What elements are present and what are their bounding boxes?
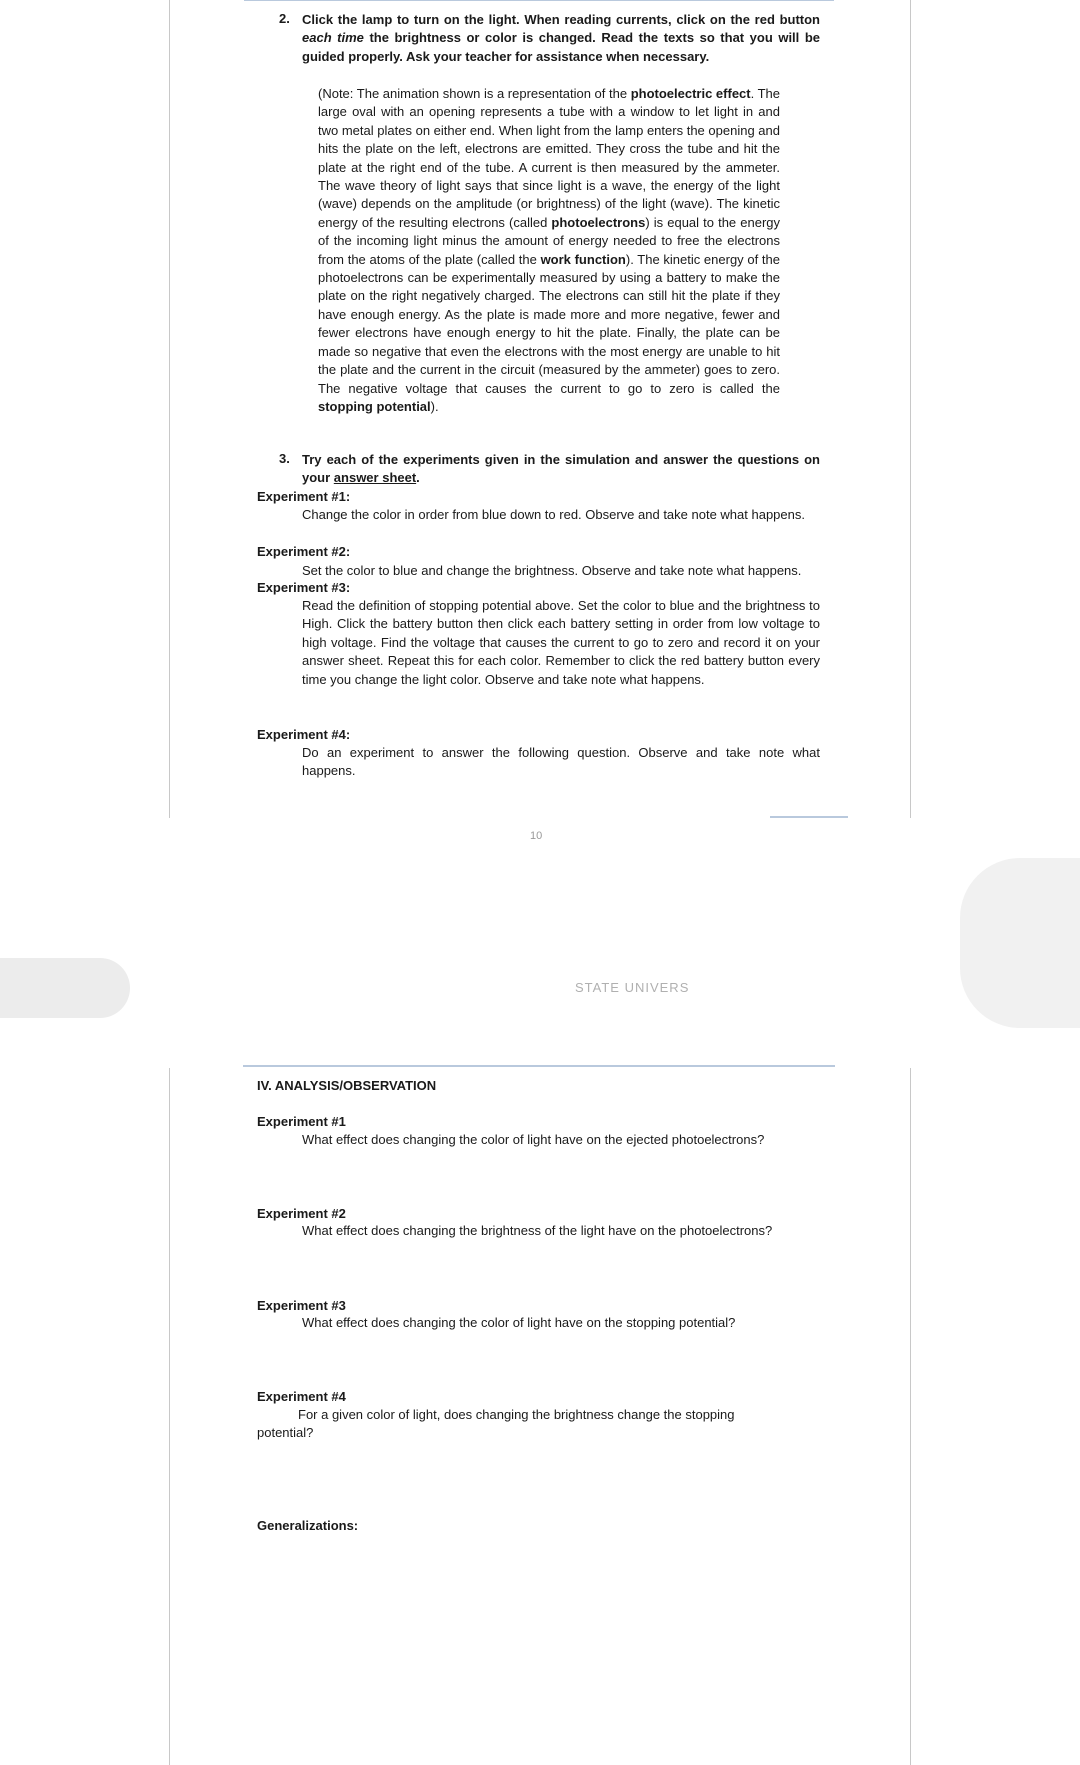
item-2-text-a: Click the lamp to turn on the light. When reading currents, click on the red button	[302, 12, 820, 27]
note-text-3: ) is equal to the energy of the incoming light minus the amount of energy needed to free the electrons from the atoms of the plate (called the	[318, 214, 780, 267]
analysis-experiment-3-heading: Experiment #3	[257, 1298, 346, 1313]
item-2-text-italic: each time	[302, 30, 364, 46]
analysis-experiment-1-question: What effect does changing the color of light have on the ejected photoelectrons?	[302, 1132, 765, 1147]
note-text-1: (Note: The animation shown is a representation of the	[318, 86, 631, 101]
item-2-number: 2.	[279, 11, 290, 26]
note-text-5: ).	[430, 398, 439, 414]
experiment-2-text: Set the color to blue and change the brightness. Observe and take note what happens.	[302, 563, 802, 578]
experiment-2-heading: Experiment #2:	[257, 544, 351, 559]
answer-sheet-link[interactable]: answer sheet	[333, 470, 417, 486]
analysis-experiment-2-heading: Experiment #2	[257, 1206, 346, 1221]
footer-university-watermark: STATE UNIVERS	[575, 980, 690, 995]
note-text-4: ). The kinetic energy of the photoelectrons can be experimentally measured by using a battery to make the plate on the right negatively charged. The electrons can still hit the plate if they have enough energy. As the plate is made more and more negative, fewer and fewer electrons have enough energy to hit the plate. Finally, the plate can be made so negative that even the electrons with the most energy are unable to hit the plate and the current in the circuit (measured by the ammeter) goes to zero. The negative voltage that causes the current to go to zero is called the	[318, 251, 780, 396]
band-shadow-right	[960, 858, 1080, 1028]
analysis-experiment-3-question: What effect does changing the color of light have on the stopping potential?	[302, 1315, 736, 1330]
experiment-4-heading: Experiment #4:	[257, 727, 351, 742]
note-text-2: . The large oval with an opening represents a tube with a window to let light in and two metal plates on either end. When light from the lamp enters the opening and hits the plate on the left, electrons are emitted. They cross the tube and hit the plate at the right end of the tube. A current is then measured by the ammeter. The wave theory of light says that since light is a wave, the energy of the light (wave) depends on the amplitude (or brightness) of the light (wave). The kinetic energy of the resulting electrons (called	[318, 86, 781, 230]
analysis-experiment-2-question: What effect does changing the brightness of the light have on the photoelectrons?	[302, 1223, 773, 1238]
experiment-4-text: Do an experiment to answer the following question. Observe and take note what happens.	[302, 745, 820, 779]
band-shadow-left	[0, 958, 130, 1018]
note-term-photoelectrons: photoelectrons	[551, 214, 646, 230]
item-3-end: .	[416, 470, 420, 486]
page-break-band	[0, 818, 1080, 1068]
note-term-photoelectric-effect: photoelectric effect	[630, 86, 751, 101]
experiment-3-text: Read the definition of stopping potential above. Set the color to blue and the brightness to High. Click the battery button then click each battery setting in order from low voltage to high voltage. Find the voltage that causes the current to go to zero and record it on your answer sheet. Repeat this for each color. Remember to click the red battery button every time you change the light color. Observe and take note what happens.	[302, 598, 820, 687]
experiment-1-text: Change the color in order from blue down to red. Observe and take note what happens.	[302, 507, 805, 522]
analysis-experiment-4-question-line-2: potential?	[257, 1425, 314, 1440]
analysis-experiment-4-question-line-1: For a given color of light, does changing the brightness change the stopping	[298, 1407, 735, 1422]
note-term-stopping-potential: stopping potential	[318, 398, 431, 414]
footer-page-number: 10	[530, 830, 543, 842]
item-2-instruction	[302, 11, 820, 66]
header-rule	[243, 1065, 835, 1067]
analysis-experiment-4-heading: Experiment #4	[257, 1389, 346, 1404]
analysis-experiment-1-heading: Experiment #1	[257, 1114, 346, 1129]
analysis-section-title: IV. ANALYSIS/OBSERVATION	[257, 1078, 437, 1093]
item-3-text: Try each of the experiments given in the simulation and answer the questions on your	[302, 452, 820, 486]
generalizations-label: Generalizations:	[257, 1518, 359, 1533]
note-paragraph	[318, 85, 780, 416]
item-3-number: 3.	[279, 451, 290, 466]
note-term-work-function: work function	[540, 251, 626, 267]
item-3-instruction	[302, 451, 820, 488]
experiment-1-heading: Experiment #1:	[257, 489, 351, 504]
item-2-text-b: the brightness or color is changed. Read the texts so that you will be guided properly. Ask your teacher for assistance when necessary.	[302, 30, 820, 64]
top-rule	[244, 0, 834, 1]
experiment-3-heading: Experiment #3:	[257, 580, 351, 595]
